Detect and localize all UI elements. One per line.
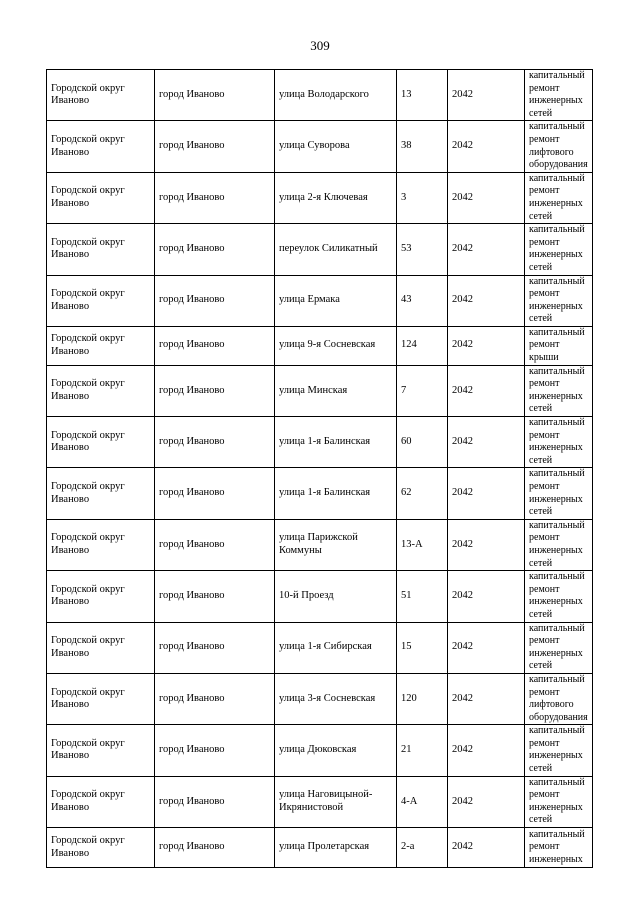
street-cell: улица 3-я Сосневская	[275, 673, 397, 724]
house-number-cell: 4-А	[397, 776, 448, 827]
house-number-cell: 2-а	[397, 828, 448, 868]
page-number: 309	[310, 38, 330, 53]
street-cell: улица 1-я Сибирская	[275, 622, 397, 673]
table-row	[47, 468, 593, 519]
table-row	[47, 571, 593, 622]
table-row	[47, 224, 593, 275]
district-cell: Городской округ Иваново	[47, 622, 155, 673]
house-number-cell: 13-А	[397, 519, 448, 570]
street-cell: улица Парижской Коммуны	[275, 519, 397, 570]
street-cell: улица Минская	[275, 365, 397, 416]
district-cell: Городской округ Иваново	[47, 673, 155, 724]
house-number-cell: 43	[397, 275, 448, 326]
house-number-cell: 15	[397, 622, 448, 673]
district-cell: Городской округ Иваново	[47, 417, 155, 468]
district-cell: Городской округ Иваново	[47, 365, 155, 416]
street-cell: 10-й Проезд	[275, 571, 397, 622]
table-row	[47, 828, 593, 868]
house-number-cell: 3	[397, 172, 448, 223]
repair-schedule-table	[46, 69, 593, 868]
table-row	[47, 417, 593, 468]
city-cell: город Иваново	[155, 417, 275, 468]
house-number-cell: 51	[397, 571, 448, 622]
house-number-cell: 21	[397, 725, 448, 776]
street-cell: улица Ермака	[275, 275, 397, 326]
year-cell: 2042	[448, 326, 525, 365]
house-number-cell: 124	[397, 326, 448, 365]
street-cell: улица Наговицыной-Икрянистовой	[275, 776, 397, 827]
work-type-cell: капитальный ремонт инженерных сетей	[525, 776, 593, 827]
house-number-cell: 60	[397, 417, 448, 468]
city-cell: город Иваново	[155, 828, 275, 868]
table-row	[47, 519, 593, 570]
year-cell: 2042	[448, 172, 525, 223]
work-type-cell: капитальный ремонт инженерных сетей	[525, 224, 593, 275]
district-cell: Городской округ Иваново	[47, 725, 155, 776]
city-cell: город Иваново	[155, 326, 275, 365]
work-type-cell: капитальный ремонт инженерных сетей	[525, 725, 593, 776]
city-cell: город Иваново	[155, 121, 275, 172]
year-cell: 2042	[448, 468, 525, 519]
work-type-cell: капитальный ремонт инженерных сетей	[525, 365, 593, 416]
work-type-cell: капитальный ремонт лифтового оборудования	[525, 673, 593, 724]
district-cell: Городской округ Иваново	[47, 224, 155, 275]
street-cell: переулок Силикатный	[275, 224, 397, 275]
city-cell: город Иваново	[155, 519, 275, 570]
table-row	[47, 776, 593, 827]
district-cell: Городской округ Иваново	[47, 828, 155, 868]
work-type-cell: капитальный ремонт инженерных сетей	[525, 468, 593, 519]
year-cell: 2042	[448, 725, 525, 776]
work-type-cell: капитальный ремонт лифтового оборудования	[525, 121, 593, 172]
street-cell: улица Володарского	[275, 70, 397, 121]
district-cell: Городской округ Иваново	[47, 326, 155, 365]
work-type-cell: капитальный ремонт крыши	[525, 326, 593, 365]
year-cell: 2042	[448, 673, 525, 724]
street-cell: улица 2-я Ключевая	[275, 172, 397, 223]
district-cell: Городской округ Иваново	[47, 519, 155, 570]
city-cell: город Иваново	[155, 673, 275, 724]
year-cell: 2042	[448, 519, 525, 570]
district-cell: Городской округ Иваново	[47, 468, 155, 519]
house-number-cell: 62	[397, 468, 448, 519]
district-cell: Городской округ Иваново	[47, 571, 155, 622]
street-cell: улица 1-я Балинская	[275, 468, 397, 519]
city-cell: город Иваново	[155, 776, 275, 827]
house-number-cell: 7	[397, 365, 448, 416]
house-number-cell: 120	[397, 673, 448, 724]
year-cell: 2042	[448, 224, 525, 275]
table-row	[47, 121, 593, 172]
year-cell: 2042	[448, 121, 525, 172]
table-row	[47, 622, 593, 673]
year-cell: 2042	[448, 275, 525, 326]
street-cell: улица 9-я Сосневская	[275, 326, 397, 365]
district-cell: Городской округ Иваново	[47, 172, 155, 223]
table-row	[47, 673, 593, 724]
house-number-cell: 38	[397, 121, 448, 172]
city-cell: город Иваново	[155, 172, 275, 223]
street-cell: улица Суворова	[275, 121, 397, 172]
street-cell: улица Дюковская	[275, 725, 397, 776]
city-cell: город Иваново	[155, 365, 275, 416]
year-cell: 2042	[448, 571, 525, 622]
work-type-cell: капитальный ремонт инженерных сетей	[525, 417, 593, 468]
city-cell: город Иваново	[155, 468, 275, 519]
city-cell: город Иваново	[155, 571, 275, 622]
work-type-cell: капитальный ремонт инженерных сетей	[525, 571, 593, 622]
year-cell: 2042	[448, 365, 525, 416]
work-type-cell: капитальный ремонт инженерных сетей	[525, 275, 593, 326]
city-cell: город Иваново	[155, 275, 275, 326]
table-row	[47, 70, 593, 121]
year-cell: 2042	[448, 776, 525, 827]
work-type-cell: капитальный ремонт инженерных сетей	[525, 622, 593, 673]
district-cell: Городской округ Иваново	[47, 776, 155, 827]
work-type-cell: капитальный ремонт инженерных сетей	[525, 70, 593, 121]
table-row	[47, 172, 593, 223]
street-cell: улица Пролетарская	[275, 828, 397, 868]
table-row	[47, 326, 593, 365]
street-cell: улица 1-я Балинская	[275, 417, 397, 468]
year-cell: 2042	[448, 828, 525, 868]
year-cell: 2042	[448, 417, 525, 468]
table-row	[47, 725, 593, 776]
district-cell: Городской округ Иваново	[47, 121, 155, 172]
house-number-cell: 53	[397, 224, 448, 275]
work-type-cell: капитальный ремонт инженерных сетей	[525, 172, 593, 223]
city-cell: город Иваново	[155, 70, 275, 121]
work-type-cell: капитальный ремонт инженерных сетей	[525, 519, 593, 570]
district-cell: Городской округ Иваново	[47, 275, 155, 326]
city-cell: город Иваново	[155, 725, 275, 776]
table-row	[47, 275, 593, 326]
work-type-cell: капитальный ремонт инженерных	[525, 828, 593, 868]
city-cell: город Иваново	[155, 224, 275, 275]
house-number-cell: 13	[397, 70, 448, 121]
district-cell: Городской округ Иваново	[47, 70, 155, 121]
year-cell: 2042	[448, 70, 525, 121]
table-row	[47, 365, 593, 416]
year-cell: 2042	[448, 622, 525, 673]
city-cell: город Иваново	[155, 622, 275, 673]
table-body	[47, 70, 593, 868]
